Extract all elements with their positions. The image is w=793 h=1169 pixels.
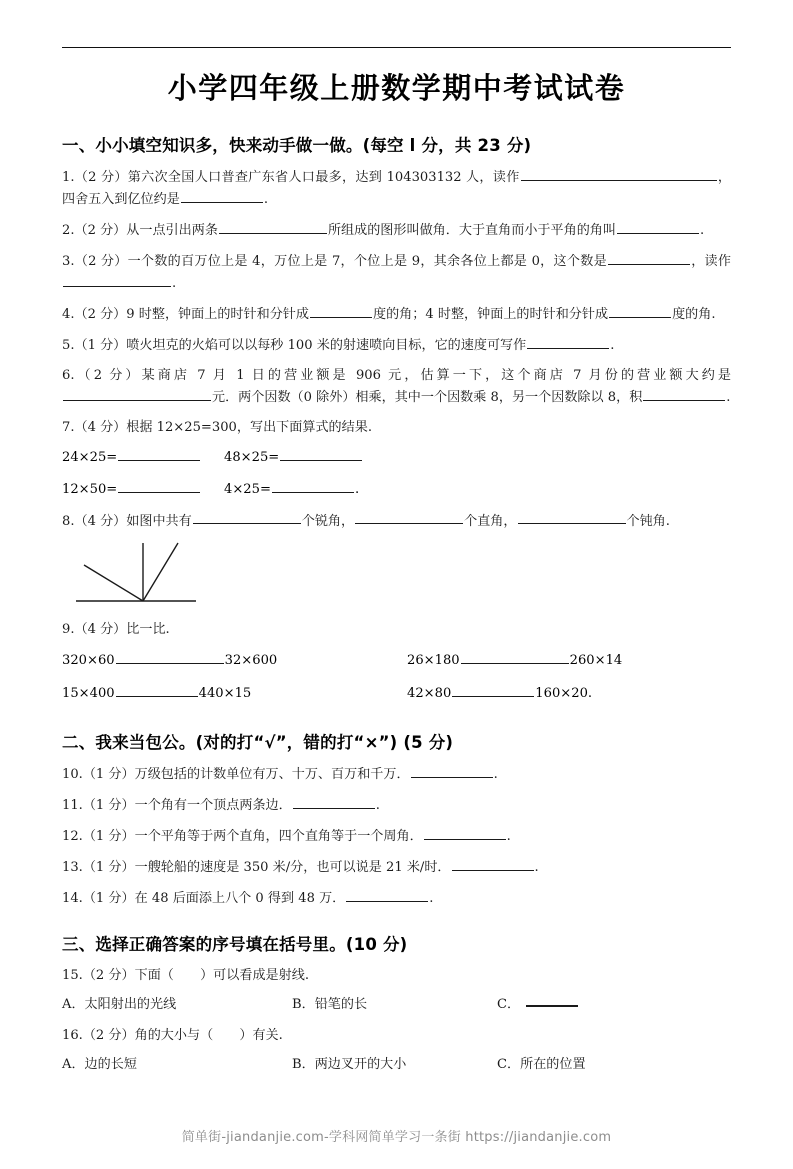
question-6-text-b: 元．两个因数（0 除外）相乘，其中一个因数乘 8，另一个因数除以 8，积 xyxy=(212,389,643,405)
angles-figure xyxy=(68,539,731,611)
question-15 xyxy=(62,965,731,986)
question-5-text-b: . xyxy=(610,337,615,353)
question-7-calc-grid xyxy=(62,446,731,500)
question-9-number: 9.（4 分） xyxy=(62,621,127,637)
question-11-text-a: 一个角有一个顶点两条边． xyxy=(134,797,292,813)
calc-cell xyxy=(62,446,224,469)
calc-expression: 48×25= xyxy=(224,450,280,466)
header-divider xyxy=(62,47,731,48)
question-2-number: 2.（2 分） xyxy=(62,222,127,238)
ray-upper-left xyxy=(84,565,143,601)
choice-option-b[interactable]: B．两边叉开的大小 xyxy=(292,1057,407,1073)
question-11-blank[interactable] xyxy=(293,794,375,809)
compare-left-expr: 320×60 xyxy=(62,652,115,668)
question-8-text-b: 个锐角， xyxy=(301,513,355,529)
question-7 xyxy=(62,417,731,438)
compare-right-expr: 160×20. xyxy=(535,686,593,702)
question-2-blank-1[interactable] xyxy=(219,219,327,234)
question-5-number: 5.（1 分） xyxy=(62,337,127,353)
calc-cell xyxy=(62,478,224,501)
question-7-number: 7.（4 分） xyxy=(62,420,127,436)
question-9 xyxy=(62,619,731,640)
question-3-number: 3.（2 分） xyxy=(62,253,128,269)
question-14-text-b: . xyxy=(429,890,434,906)
question-12-blank[interactable] xyxy=(424,825,506,840)
question-8-blank-3[interactable] xyxy=(518,510,626,525)
question-14-number: 14.（1 分） xyxy=(62,890,135,906)
question-5 xyxy=(62,334,731,356)
compare-cell xyxy=(62,649,407,672)
question-13-text-b: . xyxy=(534,859,539,875)
question-3-text-b: ，读作 xyxy=(690,253,731,269)
question-1-text-b: ，四舍五入到亿位约是 xyxy=(62,170,731,207)
question-2-text-c: . xyxy=(700,222,705,238)
question-4-text-b: 度的角；4 时整，钟面上的时针和分针成 xyxy=(373,306,609,322)
question-1 xyxy=(62,166,731,210)
question-8-blank-2[interactable] xyxy=(355,510,463,525)
question-6-text-a: 某商店 7 月 1 日的营业额是 906 元，估算一下，这个商店 7 月份的营业额大约是 xyxy=(141,367,731,383)
line-segment-icon xyxy=(526,1005,578,1007)
calc-row xyxy=(62,478,731,501)
compare-operator-blank[interactable] xyxy=(452,683,534,698)
question-1-text-c: . xyxy=(263,191,269,207)
question-16-number: 16.（2 分） xyxy=(62,1028,135,1044)
question-12-number: 12.（1 分） xyxy=(62,828,135,844)
question-8-number: 8.（4 分） xyxy=(62,513,127,529)
compare-right-expr: 260×14 xyxy=(569,652,623,668)
question-14 xyxy=(62,887,731,909)
question-3-blank-1[interactable] xyxy=(608,250,690,265)
compare-right-expr: 440×15 xyxy=(198,686,252,702)
compare-left-expr: 15×400 xyxy=(62,686,115,702)
question-4-text-c: 度的角. xyxy=(672,306,716,322)
section-heading-2: 二、我来当包公。(对的打“√”，错的打“×”) (5 分) xyxy=(62,733,454,753)
question-16 xyxy=(62,1025,731,1046)
question-11-number: 11.（1 分） xyxy=(62,797,135,813)
question-1-blank-2[interactable] xyxy=(181,188,263,203)
question-11 xyxy=(62,794,731,816)
question-6-blank-1[interactable] xyxy=(63,386,211,401)
question-10-blank[interactable] xyxy=(411,763,493,778)
choice-option-c[interactable]: C．所在的位置 xyxy=(497,1057,586,1073)
choice-option-a[interactable]: A．太阳射出的光线 xyxy=(62,997,177,1013)
question-9-text-a: 比一比. xyxy=(126,621,170,637)
calc-expression: 12×50= xyxy=(62,481,118,497)
question-4 xyxy=(62,303,731,325)
calc-cell xyxy=(224,446,404,469)
question-10-text-b: . xyxy=(493,766,498,782)
choice-option-c[interactable] xyxy=(497,995,578,1016)
question-6-text-c: . xyxy=(726,389,731,405)
compare-cell xyxy=(62,683,407,706)
question-2 xyxy=(62,219,731,241)
calc-expression: 4×25= xyxy=(224,481,271,497)
question-14-blank[interactable] xyxy=(346,887,428,902)
question-5-text-a: 喷火坦克的火焰可以以每秒 100 米的射速喷向目标，它的速度可写作 xyxy=(126,337,527,353)
choice-option-c-label: C． xyxy=(497,997,521,1013)
question-3-text-c: . xyxy=(172,275,177,291)
compare-left-expr: 26×180 xyxy=(407,652,460,668)
question-4-number: 4.（2 分） xyxy=(62,306,127,322)
question-16-text: 角的大小与（ ）有关. xyxy=(134,1028,283,1044)
compare-row xyxy=(62,683,731,706)
question-10-number: 10.（1 分） xyxy=(62,766,135,782)
question-6-blank-2[interactable] xyxy=(643,386,725,401)
compare-right-expr: 32×600 xyxy=(224,652,278,668)
question-12-text-a: 一个平角等于两个直角，四个直角等于一个周角． xyxy=(134,828,423,844)
question-4-blank-2[interactable] xyxy=(609,303,671,318)
question-13-blank[interactable] xyxy=(452,856,534,871)
compare-cell xyxy=(407,683,592,706)
section-heading-1: 一、小小填空知识多，快来动手做一做。(每空 l 分，共 23 分) xyxy=(62,136,532,156)
question-3-blank-2[interactable] xyxy=(63,272,171,287)
question-5-blank-1[interactable] xyxy=(527,334,609,349)
calc-cell xyxy=(224,478,404,501)
question-8 xyxy=(62,510,731,532)
question-12-text-b: . xyxy=(506,828,511,844)
question-3 xyxy=(62,250,731,294)
calc-answer-blank[interactable] xyxy=(280,446,362,461)
choice-option-a[interactable]: A．边的长短 xyxy=(62,1057,137,1073)
question-4-text-a: 9 时整，钟面上的时针和分针成 xyxy=(126,306,309,322)
question-4-blank-1[interactable] xyxy=(310,303,372,318)
question-13 xyxy=(62,856,731,878)
question-8-text-d: 个钝角. xyxy=(626,513,670,529)
question-16-choices xyxy=(62,1055,731,1076)
question-13-number: 13.（1 分） xyxy=(62,859,135,875)
question-10 xyxy=(62,763,731,785)
page-title: 小学四年级上册数学期中考试试卷 xyxy=(167,71,626,105)
question-15-number: 15.（2 分） xyxy=(62,967,135,983)
question-11-text-b: . xyxy=(375,797,380,813)
calc-answer-blank[interactable] xyxy=(118,446,200,461)
question-7-text-a: 根据 12×25=300，写出下面算式的结果. xyxy=(126,420,372,436)
question-2-text-b: 所组成的图形叫做角．大于直角而小于平角的角叫 xyxy=(327,222,616,238)
angles-figure-svg xyxy=(68,539,268,611)
question-8-text-c: 个直角， xyxy=(464,513,517,529)
question-1-blank-1[interactable] xyxy=(521,166,717,181)
exam-page xyxy=(0,47,793,1169)
compare-operator-blank[interactable] xyxy=(116,683,198,698)
compare-operator-blank[interactable] xyxy=(116,649,224,664)
compare-row xyxy=(62,649,731,672)
footer-watermark: 简单街-jiandanjie.com-学科网简单学习一条街 https://jiandanjie.com xyxy=(181,1130,612,1145)
question-9-compare-grid xyxy=(62,649,731,705)
question-1-number: 1.（2 分） xyxy=(62,170,128,185)
choice-option-b[interactable]: B．铅笔的长 xyxy=(292,997,368,1013)
question-6-number: 6.（2 分） xyxy=(62,367,142,383)
compare-left-expr: 42×80 xyxy=(407,686,452,702)
section-heading-3: 三、选择正确答案的序号填在括号里。(10 分) xyxy=(62,934,408,954)
question-14-text-a: 在 48 后面添上八个 0 得到 48 万． xyxy=(134,890,346,906)
question-1-text-a: 第六次全国人口普查广东省人口最多，达到 104303132 人，读作 xyxy=(127,170,520,185)
question-10-text-a: 万级包括的计数单位有万、十万、百万和千万． xyxy=(134,766,410,782)
question-8-blank-1[interactable] xyxy=(193,510,301,525)
calc-expression: 24×25= xyxy=(62,450,118,466)
question-2-text-a: 从一点引出两条 xyxy=(126,222,218,238)
question-13-text-a: 一艘轮船的速度是 350 米/分，也可以说是 21 米/时． xyxy=(134,859,451,875)
calc-row xyxy=(62,446,731,469)
question-8-text-a: 如图中共有 xyxy=(126,513,192,529)
calc-trailing-period: . xyxy=(354,481,360,497)
question-15-choices xyxy=(62,995,731,1016)
question-6 xyxy=(62,365,731,408)
calc-answer-blank[interactable] xyxy=(272,478,354,493)
calc-answer-blank[interactable] xyxy=(118,478,200,493)
ray-upper-right xyxy=(143,543,178,601)
question-15-text: 下面（ ）可以看成是射线. xyxy=(134,967,309,983)
compare-operator-blank[interactable] xyxy=(461,649,569,664)
compare-cell xyxy=(407,649,622,672)
question-3-text-a: 一个数的百万位上是 4，万位上是 7，个位上是 9，其余各位上都是 0，这个数是 xyxy=(127,253,607,269)
question-2-blank-2[interactable] xyxy=(617,219,699,234)
question-12 xyxy=(62,825,731,847)
